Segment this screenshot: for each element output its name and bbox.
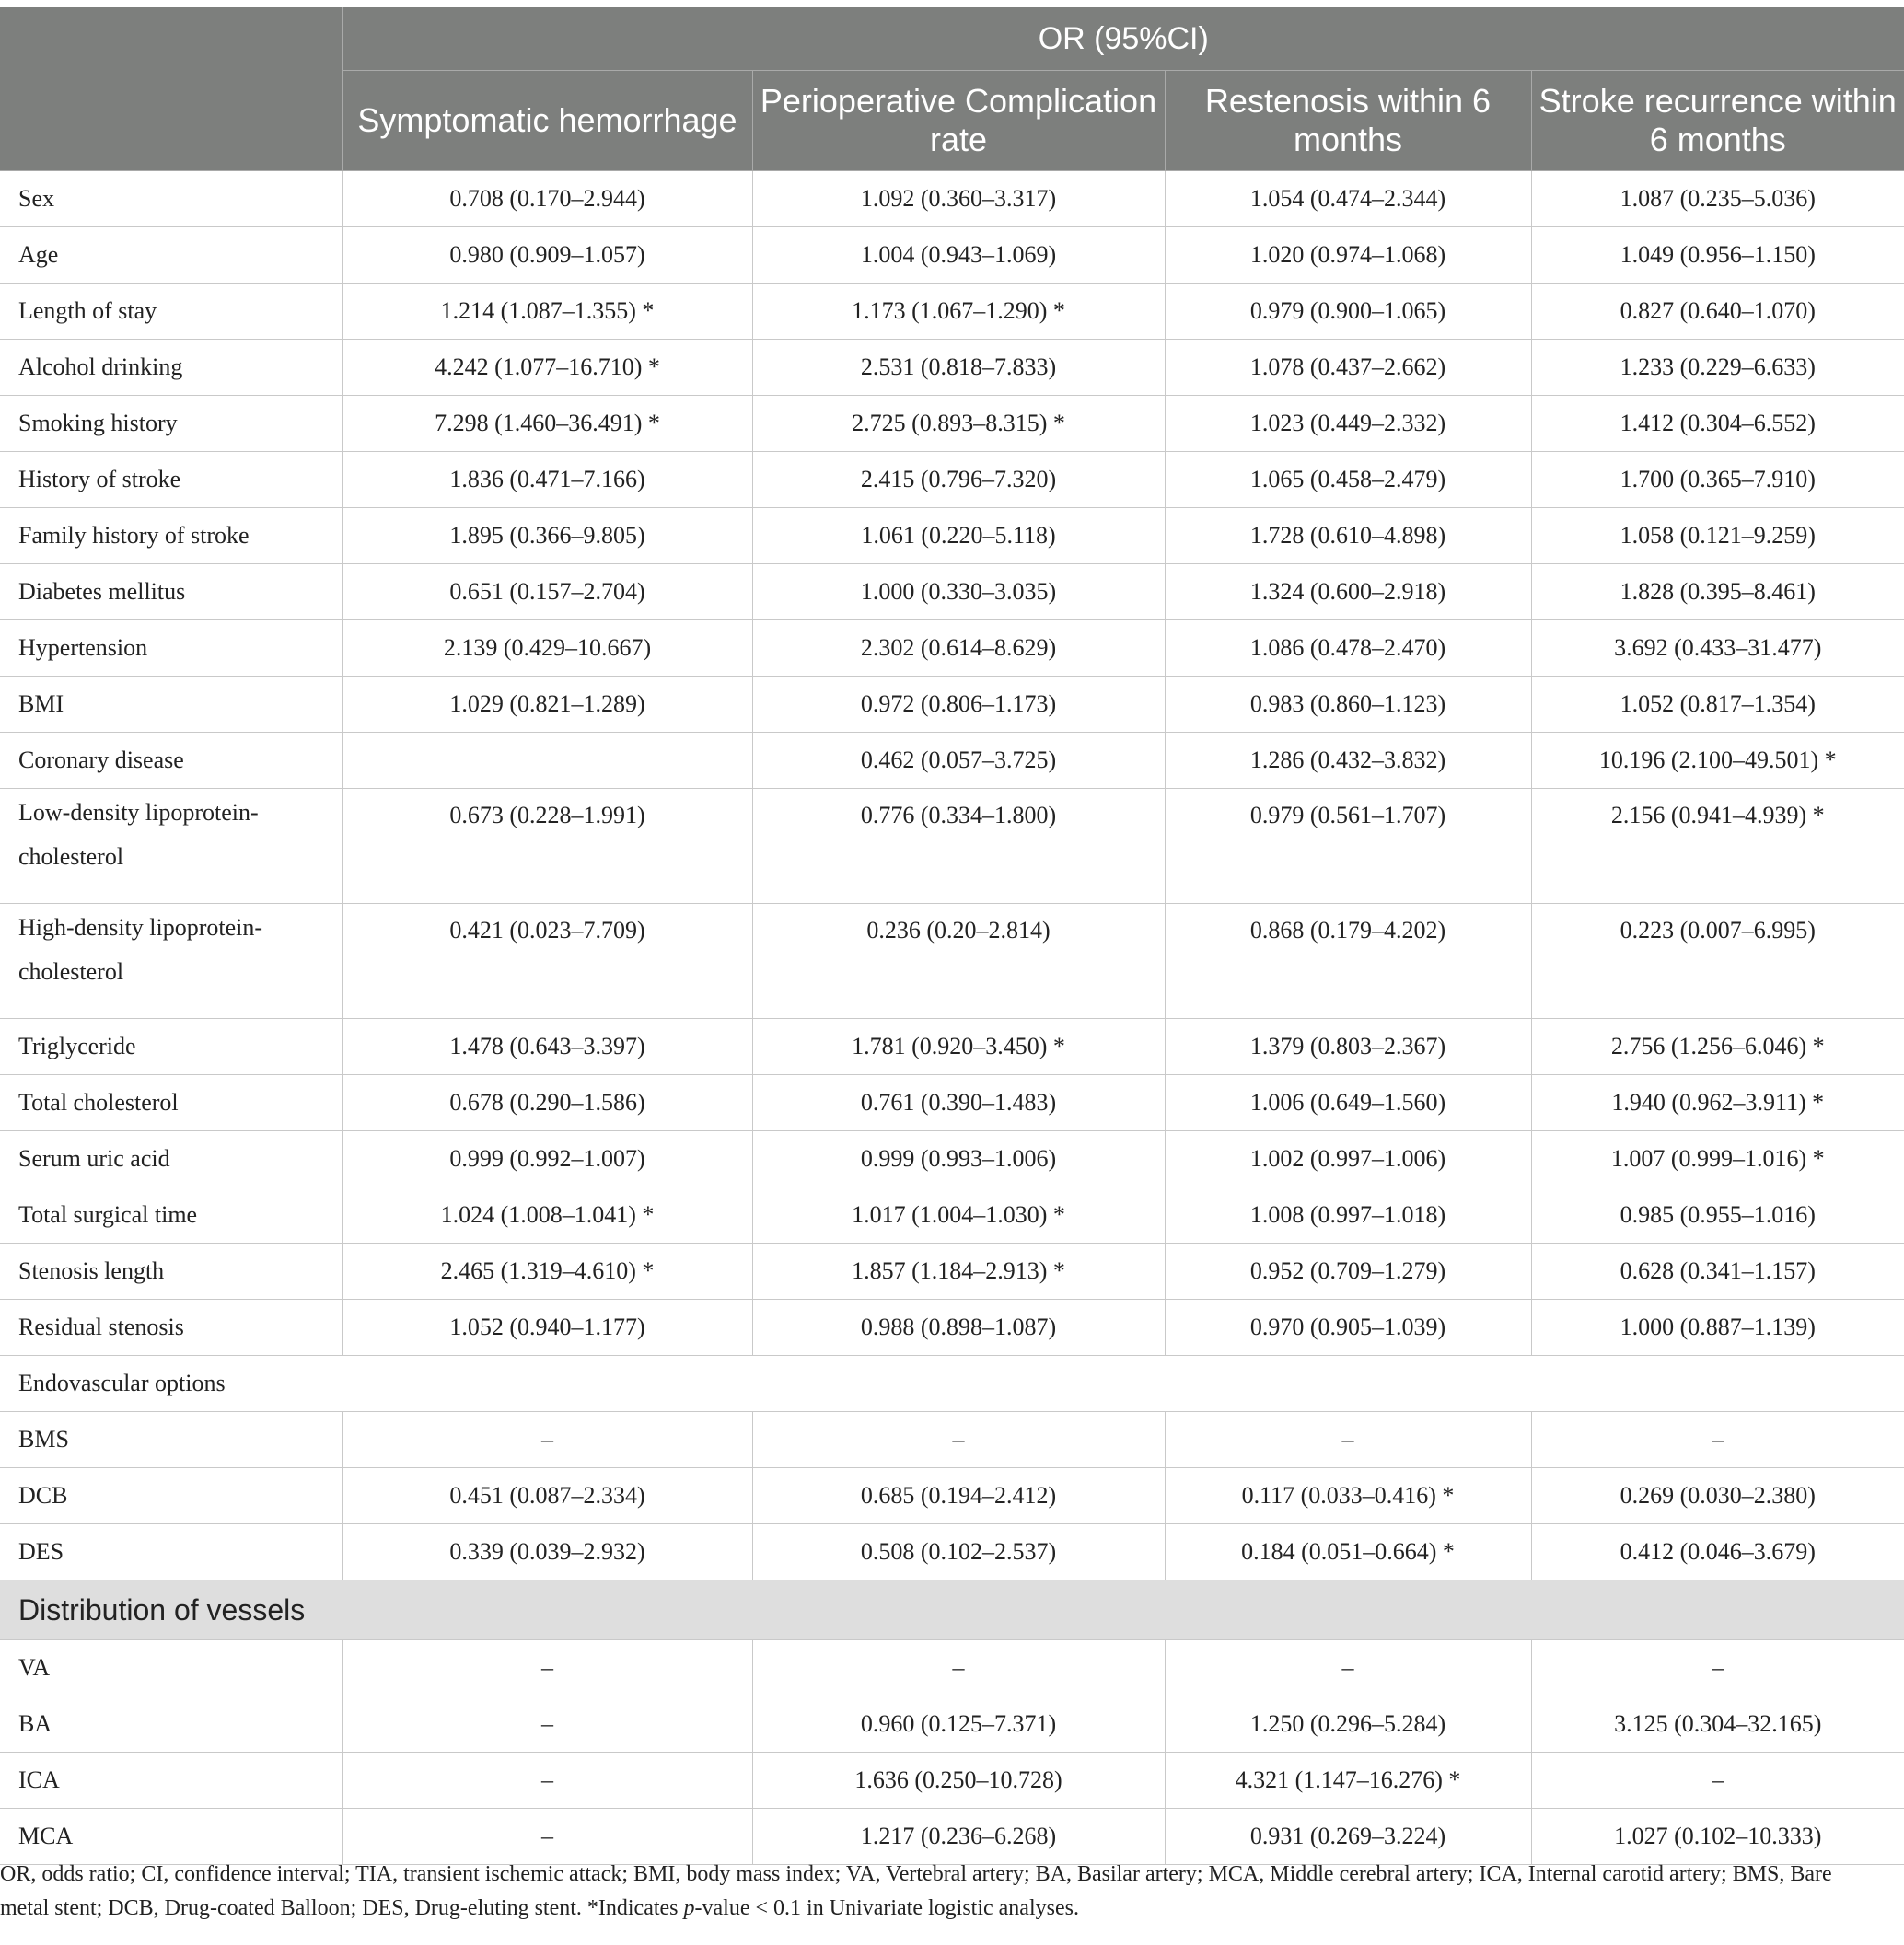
cell-value: 1.000 (0.330–3.035) bbox=[752, 564, 1165, 620]
cell-value: 0.761 (0.390–1.483) bbox=[752, 1075, 1165, 1131]
odds-ratio-table bbox=[0, 7, 1904, 1865]
cell-value: 1.836 (0.471–7.166) bbox=[342, 452, 752, 508]
cell-value: 0.708 (0.170–2.944) bbox=[342, 171, 752, 227]
row-label-smoking-history: Smoking history bbox=[0, 396, 342, 452]
table-row bbox=[0, 1187, 1904, 1244]
cell-value: – bbox=[752, 1640, 1165, 1696]
cell-value: 1.020 (0.974–1.068) bbox=[1165, 227, 1531, 284]
cell-value: – bbox=[342, 1640, 752, 1696]
table-row bbox=[0, 1468, 1904, 1524]
table-row bbox=[0, 1300, 1904, 1356]
cell-value: 1.058 (0.121–9.259) bbox=[1531, 508, 1904, 564]
group-endovascular-options-label: Endovascular options bbox=[0, 1356, 1904, 1412]
row-label-history-of-stroke: History of stroke bbox=[0, 452, 342, 508]
cell-value: 0.236 (0.20–2.814) bbox=[752, 904, 1165, 1019]
cell-value: 1.024 (1.008–1.041) * bbox=[342, 1187, 752, 1244]
cell-value: 0.223 (0.007–6.995) bbox=[1531, 904, 1904, 1019]
cell-value: 1.214 (1.087–1.355) * bbox=[342, 284, 752, 340]
table-body bbox=[0, 171, 1904, 1865]
table-row bbox=[0, 733, 1904, 789]
cell-value: 1.478 (0.643–3.397) bbox=[342, 1019, 752, 1075]
cell-value: 1.728 (0.610–4.898) bbox=[1165, 508, 1531, 564]
cell-value: 0.979 (0.561–1.707) bbox=[1165, 789, 1531, 904]
cell-value: – bbox=[1531, 1753, 1904, 1809]
cell-value: 1.781 (0.920–3.450) * bbox=[752, 1019, 1165, 1075]
cell-value: – bbox=[1165, 1640, 1531, 1696]
cell-value: – bbox=[342, 1696, 752, 1753]
header-or-95ci: OR (95%CI) bbox=[342, 7, 1904, 71]
table-row bbox=[0, 1244, 1904, 1300]
table-row bbox=[0, 1753, 1904, 1809]
table-row bbox=[0, 171, 1904, 227]
footnote-text: OR, odds ratio; CI, confidence interval; TIA, transient ischemic attack; BMI, body mass index; VA, Vertebral artery; BA, Basilar artery; MCA, Middle cerebral artery; ICA, Internal carotid artery; BMS, Bare metal stent; DCB, Drug-coated Balloon; DES, Drug-eluting stent. *Indicates bbox=[0, 1862, 1832, 1920]
row-label-low-density-lipoprotein-cholesterol: Low-density lipoprotein-cholesterol bbox=[0, 789, 342, 904]
table-row bbox=[0, 396, 1904, 452]
row-label-length-of-stay: Length of stay bbox=[0, 284, 342, 340]
cell-value: 0.184 (0.051–0.664) * bbox=[1165, 1524, 1531, 1580]
cell-value: 3.692 (0.433–31.477) bbox=[1531, 620, 1904, 677]
table-row bbox=[0, 508, 1904, 564]
row-label-triglyceride: Triglyceride bbox=[0, 1019, 342, 1075]
row-label-family-history-of-stroke: Family history of stroke bbox=[0, 508, 342, 564]
cell-value: 0.999 (0.993–1.006) bbox=[752, 1131, 1165, 1187]
table-row bbox=[0, 1412, 1904, 1468]
table-row bbox=[0, 1809, 1904, 1865]
header-stroke-recurrence: Stroke recurrence within 6 months bbox=[1531, 71, 1904, 171]
row-label-residual-stenosis: Residual stenosis bbox=[0, 1300, 342, 1356]
cell-value: 0.421 (0.023–7.709) bbox=[342, 904, 752, 1019]
cell-value: 1.379 (0.803–2.367) bbox=[1165, 1019, 1531, 1075]
cell-value: 10.196 (2.100–49.501) * bbox=[1531, 733, 1904, 789]
cell-value: 2.531 (0.818–7.833) bbox=[752, 340, 1165, 396]
cell-value: 2.725 (0.893–8.315) * bbox=[752, 396, 1165, 452]
cell-value: 1.087 (0.235–5.036) bbox=[1531, 171, 1904, 227]
table-container bbox=[0, 7, 1904, 1865]
cell-value: 0.508 (0.102–2.537) bbox=[752, 1524, 1165, 1580]
cell-value: – bbox=[752, 1412, 1165, 1468]
cell-value: 1.086 (0.478–2.470) bbox=[1165, 620, 1531, 677]
cell-value: 2.156 (0.941–4.939) * bbox=[1531, 789, 1904, 904]
cell-value: 1.017 (1.004–1.030) * bbox=[752, 1187, 1165, 1244]
cell-value: 0.651 (0.157–2.704) bbox=[342, 564, 752, 620]
row-label-bmi: BMI bbox=[0, 677, 342, 733]
row-label-des: DES bbox=[0, 1524, 342, 1580]
cell-value: 1.286 (0.432–3.832) bbox=[1165, 733, 1531, 789]
cell-value: 1.940 (0.962–3.911) * bbox=[1531, 1075, 1904, 1131]
cell-value: 4.321 (1.147–16.276) * bbox=[1165, 1753, 1531, 1809]
cell-value: 1.828 (0.395–8.461) bbox=[1531, 564, 1904, 620]
cell-value: 1.006 (0.649–1.560) bbox=[1165, 1075, 1531, 1131]
row-label-serum-uric-acid: Serum uric acid bbox=[0, 1131, 342, 1187]
table-row bbox=[0, 904, 1904, 1019]
cell-value: 1.000 (0.887–1.139) bbox=[1531, 1300, 1904, 1356]
table-row bbox=[0, 1640, 1904, 1696]
cell-value: 1.052 (0.940–1.177) bbox=[342, 1300, 752, 1356]
cell-value: 2.756 (1.256–6.046) * bbox=[1531, 1019, 1904, 1075]
cell-value: 0.960 (0.125–7.371) bbox=[752, 1696, 1165, 1753]
cell-value: 7.298 (1.460–36.491) * bbox=[342, 396, 752, 452]
cell-value: 4.242 (1.077–16.710) * bbox=[342, 340, 752, 396]
cell-value: 0.451 (0.087–2.334) bbox=[342, 1468, 752, 1524]
cell-value: 2.415 (0.796–7.320) bbox=[752, 452, 1165, 508]
row-label-ba: BA bbox=[0, 1696, 342, 1753]
cell-value bbox=[342, 733, 752, 789]
cell-value: 1.002 (0.997–1.006) bbox=[1165, 1131, 1531, 1187]
group-endovascular-options bbox=[0, 1356, 1904, 1412]
cell-value: 0.972 (0.806–1.173) bbox=[752, 677, 1165, 733]
table-row bbox=[0, 1696, 1904, 1753]
row-label-age: Age bbox=[0, 227, 342, 284]
cell-value: 1.092 (0.360–3.317) bbox=[752, 171, 1165, 227]
cell-value: 0.979 (0.900–1.065) bbox=[1165, 284, 1531, 340]
table-row bbox=[0, 1131, 1904, 1187]
footnote-p-italic: p bbox=[683, 1896, 695, 1920]
cell-value: 1.023 (0.449–2.332) bbox=[1165, 396, 1531, 452]
row-label-stenosis-length: Stenosis length bbox=[0, 1244, 342, 1300]
table-row bbox=[0, 1019, 1904, 1075]
cell-value: 0.462 (0.057–3.725) bbox=[752, 733, 1165, 789]
row-label-bms: BMS bbox=[0, 1412, 342, 1468]
cell-value: 1.217 (0.236–6.268) bbox=[752, 1809, 1165, 1865]
cell-value: 2.302 (0.614–8.629) bbox=[752, 620, 1165, 677]
table-footnote bbox=[0, 1858, 1878, 1926]
cell-value: 1.078 (0.437–2.662) bbox=[1165, 340, 1531, 396]
cell-value: 2.139 (0.429–10.667) bbox=[342, 620, 752, 677]
table-row bbox=[0, 452, 1904, 508]
cell-value: 0.983 (0.860–1.123) bbox=[1165, 677, 1531, 733]
header-restenosis: Restenosis within 6 months bbox=[1165, 71, 1531, 171]
header-perioperative-complication: Perioperative Complication rate bbox=[752, 71, 1165, 171]
cell-value: 1.173 (1.067–1.290) * bbox=[752, 284, 1165, 340]
row-label-diabetes-mellitus: Diabetes mellitus bbox=[0, 564, 342, 620]
row-label-high-density-lipoprotein-cholesterol: High-density lipoprotein-cholesterol bbox=[0, 904, 342, 1019]
cell-value: 0.673 (0.228–1.991) bbox=[342, 789, 752, 904]
section-distribution-of-vessels bbox=[0, 1580, 1904, 1640]
cell-value: 0.980 (0.909–1.057) bbox=[342, 227, 752, 284]
cell-value: 1.412 (0.304–6.552) bbox=[1531, 396, 1904, 452]
cell-value: 1.004 (0.943–1.069) bbox=[752, 227, 1165, 284]
row-label-mca: MCA bbox=[0, 1809, 342, 1865]
cell-value: 0.269 (0.030–2.380) bbox=[1531, 1468, 1904, 1524]
cell-value: 0.117 (0.033–0.416) * bbox=[1165, 1468, 1531, 1524]
cell-value: 1.233 (0.229–6.633) bbox=[1531, 340, 1904, 396]
cell-value: – bbox=[1531, 1640, 1904, 1696]
cell-value: 1.049 (0.956–1.150) bbox=[1531, 227, 1904, 284]
cell-value: 1.857 (1.184–2.913) * bbox=[752, 1244, 1165, 1300]
row-label-alcohol-drinking: Alcohol drinking bbox=[0, 340, 342, 396]
cell-value: – bbox=[1531, 1412, 1904, 1468]
table-row bbox=[0, 284, 1904, 340]
cell-value: 0.339 (0.039–2.932) bbox=[342, 1524, 752, 1580]
row-label-va: VA bbox=[0, 1640, 342, 1696]
cell-value: 2.465 (1.319–4.610) * bbox=[342, 1244, 752, 1300]
cell-value: 0.988 (0.898–1.087) bbox=[752, 1300, 1165, 1356]
cell-value: 1.061 (0.220–5.118) bbox=[752, 508, 1165, 564]
cell-value: 1.007 (0.999–1.016) * bbox=[1531, 1131, 1904, 1187]
footnote-text-end: -value < 0.1 in Univariate logistic analyses. bbox=[694, 1896, 1079, 1920]
cell-value: 1.636 (0.250–10.728) bbox=[752, 1753, 1165, 1809]
row-label-total-surgical-time: Total surgical time bbox=[0, 1187, 342, 1244]
row-label-hypertension: Hypertension bbox=[0, 620, 342, 677]
section-distribution-of-vessels-label: Distribution of vessels bbox=[0, 1580, 1904, 1640]
table-row bbox=[0, 677, 1904, 733]
cell-value: 0.628 (0.341–1.157) bbox=[1531, 1244, 1904, 1300]
cell-value: 0.685 (0.194–2.412) bbox=[752, 1468, 1165, 1524]
cell-value: 1.324 (0.600–2.918) bbox=[1165, 564, 1531, 620]
cell-value: 0.970 (0.905–1.039) bbox=[1165, 1300, 1531, 1356]
table-row bbox=[0, 1075, 1904, 1131]
cell-value: – bbox=[342, 1412, 752, 1468]
cell-value: 0.827 (0.640–1.070) bbox=[1531, 284, 1904, 340]
cell-value: 0.868 (0.179–4.202) bbox=[1165, 904, 1531, 1019]
table-row bbox=[0, 227, 1904, 284]
header-symptomatic-hemorrhage: Symptomatic hemorrhage bbox=[342, 71, 752, 171]
cell-value: 0.776 (0.334–1.800) bbox=[752, 789, 1165, 904]
row-label-coronary-disease: Coronary disease bbox=[0, 733, 342, 789]
cell-value: 1.054 (0.474–2.344) bbox=[1165, 171, 1531, 227]
cell-value: 1.008 (0.997–1.018) bbox=[1165, 1187, 1531, 1244]
table-row bbox=[0, 789, 1904, 904]
cell-value: 1.250 (0.296–5.284) bbox=[1165, 1696, 1531, 1753]
cell-value: 0.412 (0.046–3.679) bbox=[1531, 1524, 1904, 1580]
cell-value: – bbox=[342, 1753, 752, 1809]
table-row bbox=[0, 564, 1904, 620]
row-label-ica: ICA bbox=[0, 1753, 342, 1809]
cell-value: 1.027 (0.102–10.333) bbox=[1531, 1809, 1904, 1865]
cell-value: 1.065 (0.458–2.479) bbox=[1165, 452, 1531, 508]
cell-value: 0.931 (0.269–3.224) bbox=[1165, 1809, 1531, 1865]
cell-value: 0.999 (0.992–1.007) bbox=[342, 1131, 752, 1187]
cell-value: 3.125 (0.304–32.165) bbox=[1531, 1696, 1904, 1753]
cell-value: 1.895 (0.366–9.805) bbox=[342, 508, 752, 564]
table-row bbox=[0, 340, 1904, 396]
cell-value: 1.029 (0.821–1.289) bbox=[342, 677, 752, 733]
cell-value: – bbox=[1165, 1412, 1531, 1468]
cell-value: 0.985 (0.955–1.016) bbox=[1531, 1187, 1904, 1244]
table-row bbox=[0, 1524, 1904, 1580]
cell-value: – bbox=[342, 1809, 752, 1865]
row-label-total-cholesterol: Total cholesterol bbox=[0, 1075, 342, 1131]
header-corner-cell bbox=[0, 7, 342, 171]
cell-value: 0.678 (0.290–1.586) bbox=[342, 1075, 752, 1131]
cell-value: 0.952 (0.709–1.279) bbox=[1165, 1244, 1531, 1300]
table-row bbox=[0, 620, 1904, 677]
cell-value: 1.700 (0.365–7.910) bbox=[1531, 452, 1904, 508]
cell-value: 1.052 (0.817–1.354) bbox=[1531, 677, 1904, 733]
row-label-dcb: DCB bbox=[0, 1468, 342, 1524]
row-label-sex: Sex bbox=[0, 171, 342, 227]
